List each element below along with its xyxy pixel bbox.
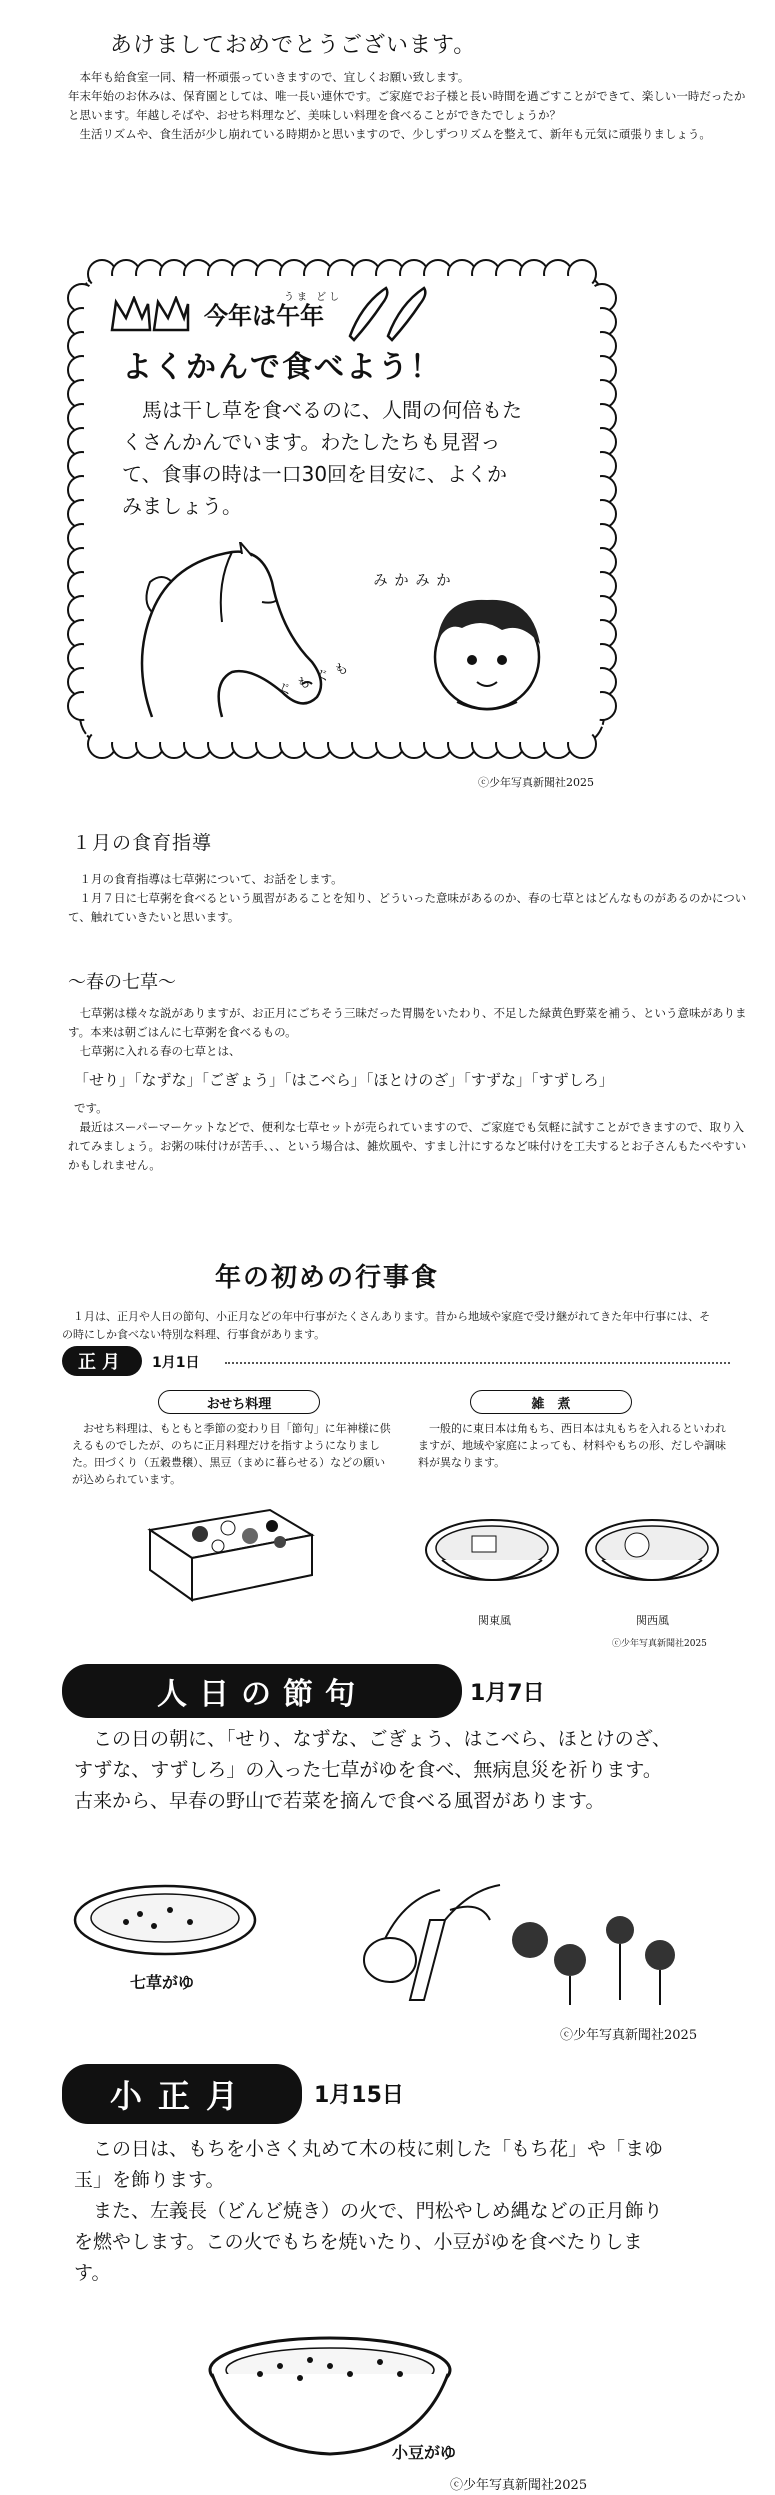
- chew-title: [204, 292, 343, 331]
- koshogatsu-badge: 小正月: [62, 2064, 302, 2124]
- koshogatsu-body: [74, 2134, 674, 2289]
- nanakusa-after: です。: [74, 1101, 108, 1115]
- nanakusa-line: 七草粥に入れる春の七草とは、: [79, 1044, 241, 1058]
- guidance-line: １月の食育指導は七草粥について、お話をします。: [79, 872, 343, 886]
- koshogatsu-p2: また、左義長（どんど焼き）の火で、門松やしめ縄などの正月飾りを燃やします。この火でもちを焼いたり、小豆がゆを食べたりします。: [74, 2200, 663, 2284]
- events-title: 年の初めの行事食: [215, 1263, 440, 1293]
- chew-title-year-wrap: [276, 292, 343, 330]
- ruby-text: うま どし: [284, 292, 343, 303]
- boy-sfx: かみかみ: [371, 572, 452, 587]
- copyright: ⓒ少年写真新聞社2025: [560, 2028, 698, 2043]
- koshogatsu-date: 1月15日: [314, 2083, 404, 2108]
- boy-illustration: [402, 582, 562, 722]
- nanakusa-last: 最近はスーパーマーケットなどで、便利な七草セットが売られていますので、ご家庭でも気軽に試すことができますので、取り入れてみましょう。お粥の味付けが苦手、、、という場合は、雑炊風や、すまし汁にするなど味付けを工夫するとお子さんもたべやすいかもしれません。: [68, 1120, 747, 1172]
- nanakusa-gayu-illustration: [70, 1880, 260, 1970]
- greeting-body: [68, 68, 748, 144]
- nanakusa-body: [68, 1004, 748, 1175]
- shogatsu-badge: 正月: [62, 1346, 142, 1376]
- horse-illustration: [122, 542, 352, 722]
- osechi-box-illustration: [140, 1490, 320, 1610]
- koshogatsu-p1: この日は、もちを小さく丸めて木の枝に刺した「もち花」や「まゆ玉」を飾ります。: [74, 2138, 664, 2191]
- crown-icon: [110, 296, 190, 332]
- copyright: ⓒ少年写真新聞社2025: [612, 1639, 707, 1649]
- nanakusa-title: ～春の七草～: [68, 972, 176, 993]
- kanto-label: 関東風: [478, 1614, 511, 1627]
- copyright: ⓒ少年写真新聞社2025: [450, 2478, 588, 2493]
- events-intro: １月は、正月や人日の節句、小正月などの年中行事がたくさんあります。昔から地域や家庭で受け継がれてきた年中行事には、その時にしか食べない特別な料理、行事食があります。: [62, 1310, 711, 1341]
- copyright: ⓒ少年写真新聞社2025: [478, 776, 594, 789]
- greeting-line: 生活リズムや、食生活が少し崩れている時期かと思いますので、少しずつリズムを整えて、新年も元気に頑張りましょう。: [79, 127, 711, 141]
- zoni-title: 雑 煮: [470, 1390, 632, 1414]
- nanakusa-gayu-caption: 七草がゆ: [130, 1973, 195, 1992]
- guidance-title: １月の食育指導: [72, 832, 213, 854]
- greeting-title: あけましておめでとうございます。: [110, 33, 477, 58]
- herbs-illustration: [300, 1880, 720, 2010]
- jinjitsu-date: 1月7日: [470, 1681, 545, 1706]
- greeting-line: 年末年始のお休みは、保育園としては、唯一長い連休です。ご家庭でお子様と長い時間を過ごすことができて、楽しい一時だったかと思います。年越しそばや、おせち料理など、美味しい料理を食べることができたでしょうか？: [68, 89, 746, 122]
- carrot-icon: [342, 284, 442, 344]
- zoni-bowls-illustration: [412, 1500, 732, 1610]
- chew-title-year: 午年: [276, 302, 324, 330]
- jinjitsu-badge: 人日の節句: [62, 1664, 462, 1718]
- chew-frame: [62, 254, 622, 764]
- horse-sfx: もぐもぐ: [273, 659, 351, 699]
- zoni-body: 一般的に東日本は角もち、西日本は丸もちを入れるといわれますが、地域や家庭によっても、材料やもちの形、だしや調味料が異なります。: [418, 1422, 726, 1469]
- nanakusa-herbs: 「せり」「なずな」「ごぎょう」「はこべら」「ほとけのざ」「すずな」「すずしろ」: [74, 1071, 614, 1089]
- osechi-title: おせち料理: [158, 1390, 320, 1414]
- chew-headline: よくかんで食べよう！: [122, 350, 442, 385]
- osechi-body: おせち料理は、もともと季節の変わり目「節句」に年神様に供えるものでしたが、のちに正月料理だけを指すようになりました。田づくり（五穀豊穣）、黒豆（まめに暮らせる）などの願いが込められています。: [72, 1422, 391, 1486]
- shogatsu-date: 1月1日: [152, 1355, 200, 1371]
- chew-title-pre: 今年は: [204, 302, 276, 330]
- chew-body: 馬は干し草を食べるのに、人間の何倍もたくさんかんでいます。わたしたちも見習って、食事の時は一口30回を目安に、よくかみましょう。: [122, 398, 522, 518]
- divider: [225, 1362, 730, 1364]
- greeting-line: 本年も給食室一同、精一杯頑張っていきますので、宜しくお願い致します。: [79, 70, 470, 84]
- guidance-line: １月７日に七草粥を食べるという風習があることを知り、どういった意味があるのか、春の七草とはどんなものがあるのかについて、触れていきたいと思います。: [68, 891, 747, 924]
- kansai-label: 関西風: [636, 1614, 669, 1627]
- nanakusa-line: 七草粥は様々な説がありますが、お正月にごちそう三昧だった胃腸をいたわり、不足した緑黄色野菜を補う、という意味があります。本来は朝ごはんに七草粥を食べるもの。: [68, 1006, 747, 1039]
- guidance-body: [68, 870, 748, 927]
- azuki-gayu-caption: 小豆がゆ: [392, 2443, 457, 2462]
- jinjitsu-body: この日の朝に、「せり、なずな、ごぎょう、はこべら、ほとけのざ、すずな、すずしろ」の入った七草がゆを食べ、無病息災を祈ります。古来から、早春の野山で若菜を摘んで食べる風習があります。: [74, 1728, 671, 1812]
